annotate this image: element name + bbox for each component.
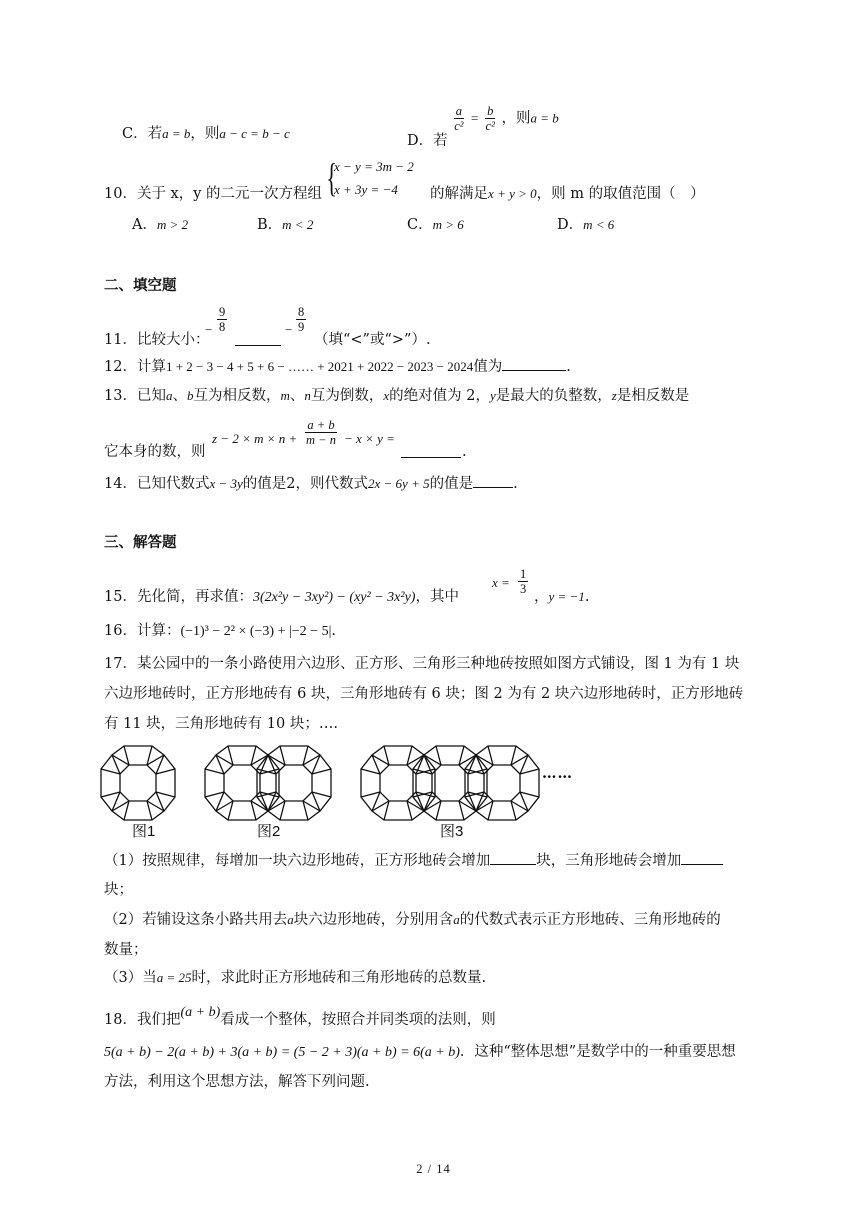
figure-1-tiles <box>101 746 175 820</box>
section-title-answer: 三、解答题 <box>104 535 177 551</box>
q11-answer-blank[interactable] <box>235 331 281 346</box>
q15-x-fraction: $\frac{1}{3}$ <box>520 567 527 596</box>
q17-line3: 有 11 块，三角形地砖有 10 块；…. <box>104 716 338 732</box>
q12-answer-blank[interactable] <box>502 356 566 371</box>
figure-3-caption: 图3 <box>440 823 464 840</box>
tile-figures <box>100 744 600 822</box>
q17-part2-end: 数量； <box>104 942 148 958</box>
figure-2-tiles <box>205 746 331 820</box>
figure-1-caption: 图1 <box>132 823 156 840</box>
q17-line1: 17．某公园中的一条小路使用六边形、正方形、三角形三种地砖按照如图方式铺设，图 1 为有 1 块 <box>104 656 740 672</box>
q9-d-fraction-b: $\frac{b}{\text{c²}}$ <box>485 104 495 133</box>
figure-ellipsis: …… <box>542 765 573 782</box>
q11-minus-1: − <box>205 322 213 337</box>
q12: 12．计算1 + 2 − 3 − 4 + 5 + 6 − …… + 2021 + 2022 − 2023 − 2024值为 . <box>104 356 571 377</box>
q11-fraction-1: $\frac{9}{8}$ <box>219 305 226 334</box>
page-number: 2 / 14 <box>416 1162 451 1176</box>
section-title-fill-in: 二、填空题 <box>104 278 177 294</box>
q10-option-c: C．m > 6 <box>407 217 464 233</box>
q10-option-d: D．m < 6 <box>557 217 615 233</box>
q17-part3: （3）当a = 25时，求此时正方形地砖和三角形地砖的总数量. <box>104 970 487 986</box>
q10-eq2: x + 3y = −4 <box>334 182 398 197</box>
q9-d-fraction-a: $\frac{a}{\text{c²}}$ <box>454 104 464 133</box>
q18-line1: 18．我们把(a + b)看成一个整体，按照合并同类项的法则，则 <box>104 1005 496 1028</box>
q13-line2-prefix: 它本身的数，则 <box>104 444 206 460</box>
q10-stem: 10．关于 x，y 的二元一次方程组 的解满足x + y > 0，则 m 的取值范围（ ） <box>104 186 705 202</box>
q18-line2: 5(a + b) − 2(a + b) + 3(a + b) = (5 − 2 + 3)(a + b) = 6(a + b)．这种“整体思想”是数学中的一种重要思想 <box>104 1044 736 1060</box>
q17-part1: （1）按照规律，每增加一块六边形地砖，正方形地砖会增加 块，三角形地砖会增加 <box>104 850 723 871</box>
figure-3-tiles <box>361 746 539 820</box>
q11-prefix: 11．比较大小： <box>104 332 210 348</box>
q13-answer-blank[interactable] <box>401 443 461 458</box>
q14: 14．已知代数式x − 3y的值是2，则代数式2x − 6y + 5的值是 . <box>104 473 518 494</box>
q11-fraction-2: $\frac{8}{9}$ <box>298 305 305 334</box>
system-brace: { <box>326 155 337 200</box>
q17-line2: 六边形地砖时，正方形地砖有 6 块，三角形地砖有 6 块；图 2 为有 2 块六边形地砖时，正方形地砖 <box>104 686 744 702</box>
q11-suffix: （填“<”或“>”）. <box>314 332 431 348</box>
q10-eq1: x − y = 3m − 2 <box>334 159 414 174</box>
q16: 16．计算：(−1)³ − 2² × (−3) + |−2 − 5|. <box>104 623 336 639</box>
q13-line1: 13．已知a、b互为相反数，m、n互为倒数，x的绝对值为 2，y是最大的负整数，z是相反数是 <box>104 388 690 404</box>
q14-answer-blank[interactable] <box>473 473 513 488</box>
q13-fraction: $\frac{a + b}{m - n}$ <box>306 418 336 447</box>
q17-part1-end: 块； <box>104 882 133 898</box>
q17-part2: （2）若铺设这条小路共用去a块六边形地砖，分别用含a的代数式表示正方形地砖、三角形地砖的 <box>104 912 721 928</box>
q9-option-c: C．若a = b，则a − c = b − c <box>122 126 290 142</box>
q15: 15．先化简，再求值：3(2x²y − 3xy²) − (xy² − 3x²y)，其中 <box>104 589 459 605</box>
q15-tail: ，y = −1. <box>534 589 590 605</box>
q17-triangle-increase-blank[interactable] <box>681 850 723 865</box>
q17-square-increase-blank[interactable] <box>490 850 536 865</box>
q15-x-eq: x = <box>492 575 510 590</box>
q10-option-b: B．m < 2 <box>257 217 314 233</box>
q13-expr-right: − x × y = <box>344 431 395 446</box>
q13-expr-left: z − 2 × m × n + <box>212 431 298 446</box>
figure-2-caption: 图2 <box>257 823 281 840</box>
q9-option-d: D．若 $\frac{a}{\text{c²}}$ = $\frac{b}{\text{c²}}$ ，则a = b <box>407 104 559 149</box>
q18-line3: 方法，利用这个思想方法，解答下列问题. <box>104 1074 370 1090</box>
q13-end: . <box>462 444 467 460</box>
q11-minus-2: − <box>285 322 293 337</box>
q10-option-a: A．m > 2 <box>132 217 189 233</box>
